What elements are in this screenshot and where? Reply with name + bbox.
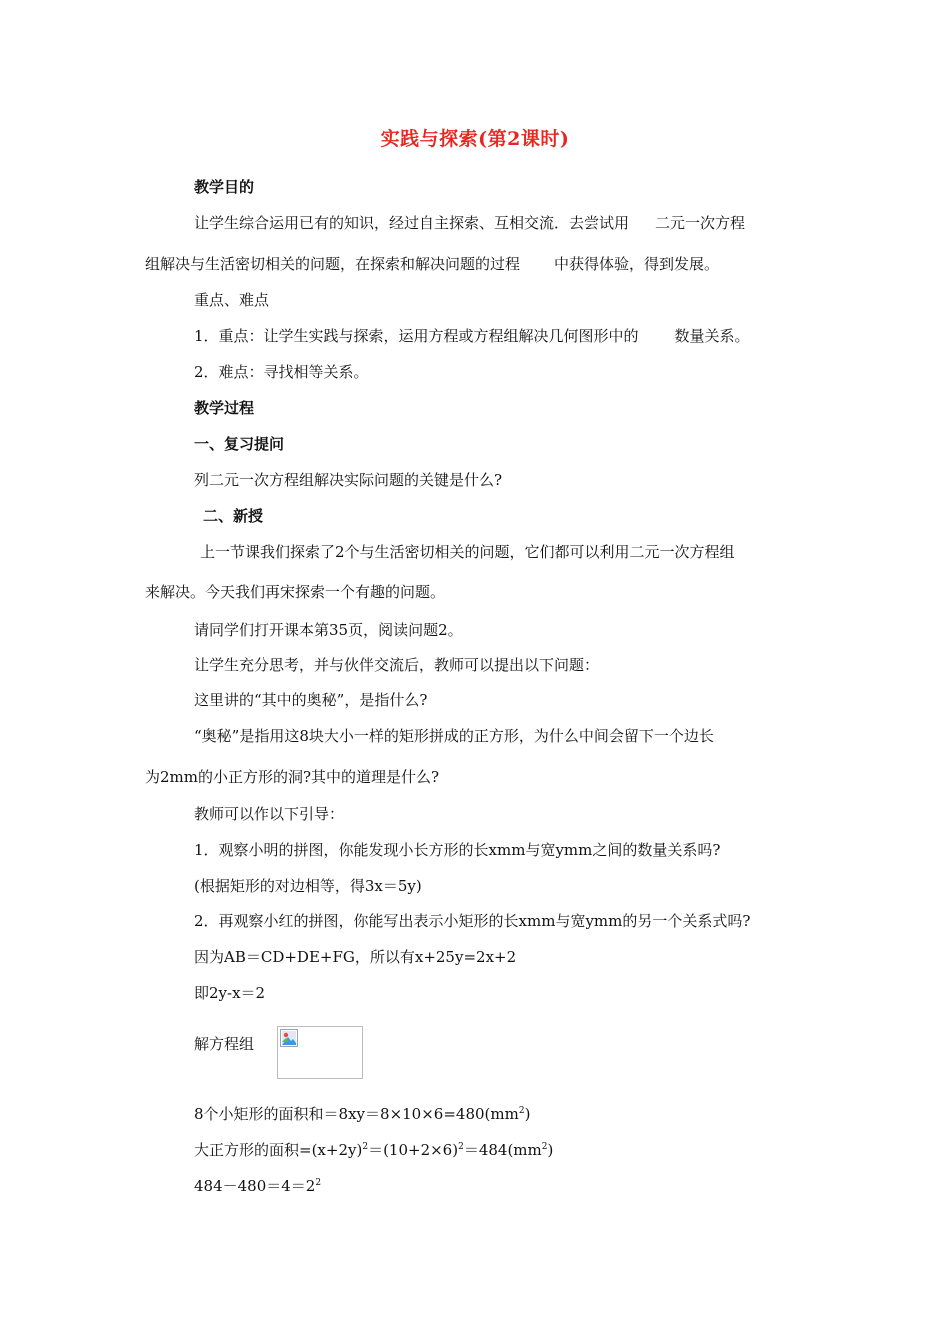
new-paragraph-8: (根据矩形的对边相等，得3x＝5y): [194, 877, 422, 895]
new-paragraph-7: 1．观察小明的拼图，你能发现小长方形的长xmm与宽ymm之间的数量关系吗?: [194, 841, 721, 859]
new-paragraph-5b: 为2mm的小正方形的洞?其中的道理是什么?: [145, 768, 440, 786]
key-heading: 重点、难点: [194, 291, 270, 309]
new-paragraph-1a: 上一节课我们探索了2个与生活密切相关的问题，它们都可以利用二元一次方程组: [200, 543, 735, 561]
area-big-text-b: ＝(10+2×6): [368, 1141, 459, 1159]
new-paragraph-2: 请同学们打开课本第35页，阅读问题2。: [194, 621, 463, 639]
new-paragraph-6: 教师可以作以下引导：: [194, 805, 345, 823]
key-point-1: [194, 326, 750, 346]
area-big-end: ): [547, 1141, 554, 1159]
area-small-end: ): [524, 1105, 531, 1123]
process-heading: 教学过程: [194, 399, 255, 417]
area-big-line: [194, 1140, 553, 1160]
page-title: 实践与探索(第2课时): [380, 128, 570, 150]
new-paragraph-4: 这里讲的“其中的奥秘”，是指什么?: [194, 691, 428, 709]
objective-text-1: 让学生综合运用已有的知识，经过自主探索、互相交流．去尝试用: [194, 214, 630, 232]
objective-heading: 教学目的: [194, 178, 255, 196]
new-lesson-heading: 二、新授: [203, 507, 264, 525]
area-big-text-a: 大正方形的面积=(x+2y): [194, 1141, 363, 1159]
superscript-2: 2: [362, 1142, 369, 1152]
new-paragraph-1b: 来解决。今天我们再宋探索一个有趣的问题。: [145, 583, 446, 601]
new-paragraph-10: 因为AB＝CD+DE+FG，所以有x+25y=2x+2: [194, 948, 517, 966]
area-big-text-c: ＝484(mm: [463, 1141, 542, 1159]
review-question: 列二元一次方程组解决实际问题的关键是什么?: [194, 471, 503, 489]
objective-text-1b: 二元一次方程: [655, 214, 746, 232]
area-small-line: [194, 1104, 530, 1124]
superscript-2: 2: [315, 1178, 322, 1188]
solve-label: 解方程组: [194, 1035, 255, 1053]
difference-text: 484－480＝4＝2: [194, 1177, 316, 1195]
superscript-2: 2: [541, 1142, 548, 1152]
superscript-2: 2: [458, 1142, 464, 1152]
new-paragraph-9: 2．再观察小红的拼图，你能写出表示小矩形的长xmm与宽ymm的另一个关系式吗?: [194, 912, 751, 930]
key-point-2: 2．难点：寻找相等关系。: [194, 363, 369, 381]
key-point-1-text-b: 数量关系。: [674, 327, 750, 345]
area-small-text: 8个小矩形的面积和＝8xy＝8×10×6=480(mm: [194, 1105, 519, 1123]
key-point-1-text: 1．重点：让学生实践与探索，运用方程或方程组解决几何图形中的: [194, 327, 639, 345]
objective-paragraph-line-2: [145, 254, 719, 274]
objective-text-2: 组解决与生活密切相关的问题，在探索和解决问题的过程: [145, 255, 521, 273]
broken-image-icon: [280, 1029, 298, 1047]
objective-text-2b: 中获得体验，得到发展。: [554, 255, 720, 273]
objective-paragraph-line-1: [194, 213, 745, 233]
new-paragraph-3: 让学生充分思考，并与伙伴交流后，教师可以提出以下问题：: [194, 656, 600, 674]
review-heading: 一、复习提问: [194, 435, 285, 453]
superscript-2: 2: [518, 1106, 525, 1116]
equation-image-placeholder: [277, 1026, 363, 1079]
new-paragraph-5a: “奥秘”是指用这8块大小一样的矩形拼成的正方形，为什么中间会留下一个边长: [194, 727, 714, 745]
difference-line: [194, 1176, 321, 1196]
new-paragraph-11: 即2y-x＝2: [194, 984, 266, 1002]
